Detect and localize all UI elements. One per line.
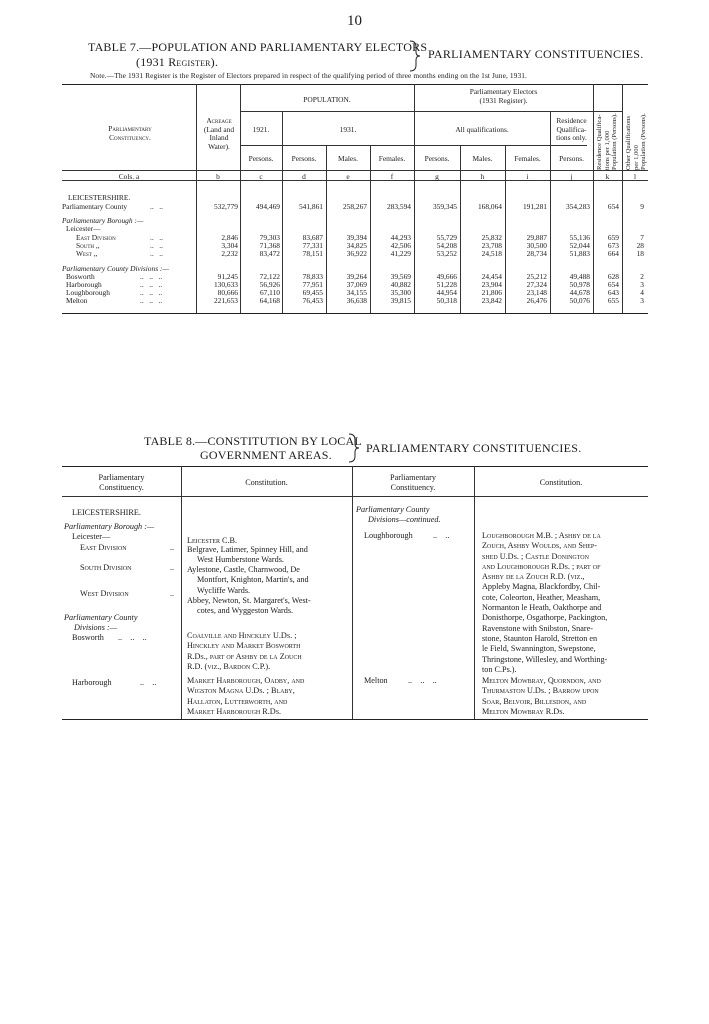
constitution-line: Donisthorpe, Osgathorpe, Packington, [482, 613, 608, 623]
table7-vline-6 [414, 84, 415, 313]
table7-cell: 77,331 [302, 241, 323, 250]
table7-cell: 191,281 [522, 202, 547, 211]
t8-c-bosworth [187, 631, 349, 672]
constitution-line: ton C.Ps.). [482, 664, 517, 674]
table7-cell: 64,168 [259, 296, 280, 305]
t8-c-west-l1: Abbey, Newton, St. Margaret's, West- [187, 596, 311, 605]
constitution-line: Melton Mowbray, Quorndon, and [482, 676, 601, 685]
table7-cell: 21,806 [481, 288, 502, 297]
leader-dots: .. .. .. [140, 272, 163, 281]
table7-cell: 67,110 [259, 288, 280, 297]
table7-col-letter: g [435, 172, 439, 181]
table7-cell: 7 [640, 233, 644, 242]
table7-cell: 130,633 [213, 280, 238, 289]
table7-cell: 50,978 [569, 280, 590, 289]
t7-h-res-l3: tions only. [556, 133, 587, 142]
table7-cell: 24,518 [481, 249, 502, 258]
table7-cell: 52,044 [569, 241, 590, 250]
table8-title-right: PARLIAMENTARY CONSTITUENCIES. [366, 441, 582, 455]
table7-title [88, 40, 427, 70]
table8-top-rule [62, 466, 648, 467]
table7-cell: 643 [607, 288, 619, 297]
t8-cdh-l1: Parliamentary County [64, 613, 138, 622]
table7-cell: 78,151 [302, 249, 323, 258]
t8-h-cr-l2: Constituency. [390, 483, 436, 493]
table7-cell: 80,666 [217, 288, 238, 297]
t7-borough-row-label: East Division [76, 233, 116, 242]
t7-h-females-f: Females. [378, 154, 406, 163]
t7-h-acreage-l1: Acreage [206, 116, 232, 125]
table7-col-letter: h [480, 172, 485, 181]
t7-h-acreage-l2: (Land and [203, 124, 235, 134]
t8-south-dots: .. [170, 563, 175, 572]
table7-cell: 83,472 [259, 249, 280, 258]
t8-c-har-l3: Hallaton, Lutterworth, and [187, 696, 288, 706]
table7-cell: 34,155 [346, 288, 367, 297]
t7-h-electors-l1: Parliamentary Electors [469, 87, 538, 96]
constitution-line: Thurmaston U.Ds. ; Barrow upon [482, 686, 599, 696]
table7-vline-7 [460, 145, 461, 313]
table8-brace-icon [347, 433, 361, 463]
table7-cell: 3 [640, 296, 644, 305]
table7-vline-11 [622, 84, 623, 313]
table7-cell: 39,815 [390, 296, 411, 305]
table7-cell: 50,076 [569, 296, 590, 305]
table7-cell: 541,861 [298, 202, 323, 211]
t8-c-east-l2: West Humberstone Wards. [197, 555, 284, 565]
table7-cell: 654 [607, 202, 619, 211]
table7-vline-1 [196, 84, 197, 313]
t8-h-constitution-right: Constitution. [539, 478, 583, 487]
table7-cell: 91,245 [217, 272, 238, 281]
table7-cell: 51,228 [436, 280, 457, 289]
t7-borough-row-label: South ,, [76, 241, 100, 250]
table7-cell: 4 [640, 288, 644, 297]
table7-cell: 54,208 [436, 241, 457, 250]
t8-bosworth: Bosworth [72, 633, 104, 642]
table7-cell: 44,293 [390, 233, 411, 242]
table7-cell: 3,304 [221, 241, 238, 250]
t8-c-bos-l3: R.Ds., part of Ashby de la Zouch [187, 651, 302, 661]
table7-cell: 78,833 [302, 272, 323, 281]
table7-brace-icon [408, 40, 422, 72]
t7-h-acreage-l3: Inland [209, 133, 229, 142]
t7-county-div-heading: Parliamentary County Divisions :— [62, 264, 169, 273]
t8-east-dots: .. [170, 543, 175, 552]
t7-borough-row-label: West ,, [76, 249, 98, 258]
t8-c-west-l2: cotes, and Wyggeston Wards. [197, 606, 294, 616]
table7-cell: 44,678 [569, 288, 590, 297]
table7-col-letter: k [605, 172, 610, 181]
t7-h-res-l2: Qualifica- [556, 124, 587, 134]
table7-col-letter: j [570, 172, 573, 181]
t7-h-res-per-1000 [596, 84, 619, 170]
t8-c-east [187, 545, 349, 566]
t8-c-south-l3: Wycliffe Wards. [197, 585, 251, 595]
table7-cell: 36,638 [346, 296, 367, 305]
constitution-line: le Field, Swannington, Swepstone, [482, 644, 596, 654]
t7-h-males-h: Males. [472, 154, 493, 163]
table7-cell: 258,267 [342, 202, 367, 211]
t8-county-heading: LEICESTERSHIRE. [72, 508, 141, 517]
table7-cell: 51,883 [569, 249, 590, 258]
t7-h-op-l3: Population (Persons). [640, 113, 647, 170]
table7-title-line2: (1931 Register). [136, 55, 219, 69]
table7-col-letter: Cols. a [118, 172, 140, 181]
table7-cell: 83,687 [302, 233, 323, 242]
t7-h-1921: 1921. [252, 125, 270, 134]
t8-borough-heading: Parliamentary Borough :— [64, 522, 155, 531]
table7-cell: 659 [607, 233, 619, 242]
t8-c-loughborough [482, 531, 646, 675]
t7-h-females-i: Females. [514, 154, 541, 163]
t7-h-persons-g: Persons. [424, 154, 450, 163]
t8-c-bos-l1: Coalville and Hinckley U.Ds. ; [187, 631, 297, 640]
t8-east: East Division [80, 543, 127, 552]
t7-h-all-qual: All qualifications. [455, 125, 509, 134]
t8-bosworth-dots: .. .. .. [118, 633, 147, 642]
constitution-line: shed U.Ds. ; Castle Donington [482, 551, 589, 561]
t7-county-div-row-label: Melton [66, 296, 88, 305]
table7-cell: 532,779 [213, 202, 238, 211]
table7-cell: 18 [636, 249, 644, 258]
table7-cell: 35,300 [390, 288, 411, 297]
table7-cell: 221,653 [213, 296, 238, 305]
table7-col-letter: e [346, 172, 350, 181]
t8-south: South Division [80, 563, 132, 572]
table7-col-letter: b [216, 172, 220, 181]
t7-h-acreage [198, 117, 240, 151]
table7-top-rule [62, 84, 648, 85]
t8-c-east-l1: Belgrave, Latimer, Spinney Hill, and [187, 545, 308, 554]
table7-cell: 55,136 [569, 233, 590, 242]
table7-cell: 69,455 [302, 288, 323, 297]
table7-col-letter: l [633, 172, 637, 181]
t7-h-population: POPULATION. [303, 95, 351, 104]
table8-title [144, 434, 362, 462]
table7-col-letter: i [526, 172, 529, 181]
t8-c-west [187, 596, 349, 617]
constitution-line: Melton Mowbray R.Ds. [482, 706, 565, 716]
t8-h-constituency-left [62, 473, 181, 494]
leader-dots: .. .. [150, 202, 163, 211]
t8-harborough-dots: .. .. [140, 678, 157, 687]
table7-bottom-rule [62, 313, 648, 314]
table7-cell: 359,345 [432, 202, 457, 211]
t8-harborough: Harborough [72, 678, 112, 687]
table7-cell: 39,569 [390, 272, 411, 281]
constitution-line: Ashby de la Zouch R.D. (viz., [482, 572, 585, 582]
t7-h-op-l1: Other Qualifications [625, 115, 632, 170]
constitution-line: Zouch, Ashby Woulds, and Shep- [482, 541, 597, 551]
table7-cell: 664 [607, 249, 619, 258]
t7-h-rp-l1: Residence Qualifica- [596, 114, 603, 170]
table8-bottom-rule [62, 719, 648, 720]
table7-cell: 354,283 [565, 202, 590, 211]
page-number: 10 [347, 13, 362, 29]
t7-h-other-per-1000 [625, 84, 648, 170]
t7-h-residence-only [550, 117, 593, 143]
table7-col-letter: c [259, 172, 263, 181]
t8-vline-3 [474, 466, 475, 719]
t7-h-acreage-l4: Water). [208, 141, 230, 151]
table8-title-line2: GOVERNMENT AREAS. [200, 448, 332, 462]
t8-h-constitution-left: Constitution. [245, 478, 288, 487]
constitution-line: Soar, Belvoir, Billesdon, and [482, 696, 587, 706]
table7-cell: 628 [607, 272, 619, 281]
t7-h-op-l2: per 1,000 [632, 145, 640, 170]
t8-c-leicester: Leicester C.B. [187, 536, 238, 545]
table7-cell: 283,594 [386, 202, 411, 211]
t7-h-res-l1: Residence [556, 116, 587, 125]
table7-cell: 3 [640, 280, 644, 289]
table7-cell: 168,064 [477, 202, 502, 211]
leader-dots: .. .. .. [140, 280, 163, 289]
table7-cell: 41,229 [390, 249, 411, 258]
t8-c-har-l4: Market Harborough R.Ds. [187, 706, 282, 716]
t7-county-label: Parliamentary County [62, 202, 128, 211]
t7-h-rp-l3: Population (Persons). [611, 113, 618, 170]
t8-loughborough: Loughborough [364, 531, 413, 540]
t8-vline-1 [181, 466, 182, 719]
table7-cell: 26,476 [526, 296, 547, 305]
t8-melton: Melton [364, 676, 388, 685]
constitution-line: Loughborough M.B. ; Ashby de la [482, 531, 601, 540]
table7-cell: 37,069 [346, 280, 367, 289]
t7-h-electors-l2: (1931 Register). [479, 95, 528, 105]
constitution-line: Normanton le Heath, Oakthorpe and [482, 603, 602, 613]
table7-cell: 76,453 [302, 296, 323, 305]
table7-vline-2 [240, 84, 241, 313]
constitution-line: Appleby Magna, Blackfordby, Chil- [482, 582, 601, 592]
table7-cell: 40,882 [390, 280, 411, 289]
t7-h-constituency-l1: Parliamentary [108, 124, 152, 133]
t7-county-heading: LEICESTERSHIRE. [68, 193, 131, 202]
table7-cell: 23,842 [481, 296, 502, 305]
table7-cell: 79,303 [259, 233, 280, 242]
table7-note: Note.—The 1931 Register is the Register of Electors prepared in respect of the qualifying period of three months ending on the 1st June, 1931. [90, 71, 528, 80]
constitution-line: stone, Staunton Harold, Stretton en [482, 633, 598, 643]
t8-loughborough-dots: .. .. [433, 531, 450, 540]
table8-title-line1: TABLE 8.—CONSTITUTION BY LOCAL [144, 434, 362, 448]
t8-vline-2 [352, 466, 353, 719]
table7-cell: 9 [640, 202, 644, 211]
table7-cell: 673 [607, 241, 619, 250]
table7-cell: 2,846 [221, 233, 238, 242]
t7-borough-heading: Parliamentary Borough :— [62, 216, 144, 225]
t8-c-harborough [187, 676, 349, 717]
table7-vline-8 [505, 145, 506, 313]
t8-rh-l1: Parliamentary County [356, 505, 430, 514]
t7-h-males-e: Males. [338, 154, 358, 163]
table7-cell: 39,394 [346, 233, 367, 242]
t7-h-persons-d: Persons. [291, 154, 317, 163]
constitution-line: and Loughborough R.Ds. ; part of [482, 561, 601, 571]
t8-c-har-l2: Wigston Magna U.Ds. ; Blaby, [187, 686, 295, 696]
t8-borough-sub: Leicester— [72, 532, 111, 541]
t8-c-melton [482, 676, 646, 717]
constitution-line: Thringstone, Willesley, and Worthing- [482, 654, 608, 664]
table7-cell: 29,887 [526, 233, 547, 242]
table7-title-line1: TABLE 7.—POPULATION AND PARLIAMENTARY ELECTORS [88, 40, 428, 54]
t7-h-persons-c: Persons. [248, 154, 274, 163]
t8-melton-dots: .. .. .. [408, 676, 437, 685]
table7-cell: 53,252 [436, 249, 457, 258]
table7-rule-hdr [62, 170, 648, 171]
t8-c-har-l1: Market Harborough, Oadby, and [187, 676, 305, 685]
leader-dots: .. .. [150, 233, 163, 242]
table7-cell: 25,212 [526, 272, 547, 281]
t8-rh-l2: Divisions—continued. [368, 515, 441, 525]
table7-title-right: PARLIAMENTARY CONSTITUENCIES. [428, 47, 644, 61]
table7-cell: 77,951 [302, 280, 323, 289]
t7-borough-sub: Leicester— [66, 224, 101, 233]
t8-west-dots: .. [170, 589, 175, 598]
table7-cell: 23,904 [481, 280, 502, 289]
t8-h-constituency-right [352, 473, 474, 494]
table7-cell: 49,488 [569, 272, 590, 281]
table7-cell: 23,708 [481, 241, 502, 250]
table7-cell: 654 [607, 280, 619, 289]
leader-dots: .. .. .. [140, 288, 163, 297]
table7-cell: 55,729 [436, 233, 457, 242]
table7-cell: 25,832 [481, 233, 502, 242]
table7-cell: 27,324 [526, 280, 547, 289]
table8-hdr-rule [62, 496, 648, 497]
t8-cdh-l2: Divisions :— [74, 623, 117, 633]
t7-h-constituency-l2: Constituency. [109, 133, 151, 142]
t8-c-south-l2: Montfort, Knighton, Martin's, and [197, 575, 309, 585]
table7-cell: 72,122 [259, 272, 280, 281]
t8-county-div-heading [64, 613, 137, 634]
table7-cell: 2 [640, 272, 644, 281]
table7-cell: 56,926 [259, 280, 280, 289]
leader-dots: .. .. [150, 241, 163, 250]
leader-dots: .. .. .. [140, 296, 163, 305]
table7-cell: 24,454 [481, 272, 502, 281]
t7-h-1931: 1931. [339, 125, 357, 134]
t7-county-div-row-label: Harborough [66, 280, 102, 289]
table7-cell: 42,506 [390, 241, 411, 250]
t8-c-bos-l2: Hinckley and Market Bosworth [187, 641, 301, 651]
t8-c-bos-l4: R.D. (viz., Bardon C.P.). [187, 661, 271, 671]
constitution-line: Ravenstone with Snibston, Snare- [482, 623, 593, 633]
table7-cell: 2,232 [221, 249, 238, 258]
table7-rule-pop [240, 111, 623, 112]
table7-cell: 655 [607, 296, 619, 305]
table7-cell: 34,825 [346, 241, 367, 250]
table7-cell: 28,734 [526, 249, 547, 258]
leader-dots: .. .. [150, 249, 163, 258]
table7-cell: 44,954 [436, 288, 457, 297]
table7-vline-10 [593, 84, 594, 313]
table7-cell: 494,469 [255, 202, 280, 211]
t8-h-cl-l1: Parliamentary [98, 473, 145, 482]
t8-h-cl-l2: Constituency. [99, 483, 144, 493]
table7-cell: 28 [636, 241, 644, 250]
t7-county-div-row-label: Loughborough [66, 288, 110, 297]
table7-vline-4 [326, 145, 327, 313]
t7-county-div-row-label: Bosworth [66, 272, 95, 281]
table7-cell: 30,500 [526, 241, 547, 250]
table7-col-letter: f [390, 172, 394, 181]
t8-c-south-l1: Aylestone, Castle, Charnwood, De [187, 565, 300, 574]
table7-vline-5 [370, 145, 371, 313]
t7-h-rp-l2: tions per 1,000 [603, 130, 611, 170]
constitution-line: cote, Coleorton, Heather, Measham, [482, 592, 601, 602]
t7-h-constituency [90, 124, 170, 142]
table7-cell: 36,922 [346, 249, 367, 258]
table7-cell: 50,318 [436, 296, 457, 305]
t7-h-persons-j: Persons. [559, 154, 584, 163]
t8-c-south [187, 565, 349, 596]
t8-right-heading [356, 505, 441, 526]
table7-cell: 71,368 [259, 241, 280, 250]
table7-cell: 49,666 [436, 272, 457, 281]
t8-h-cr-l1: Parliamentary [390, 473, 436, 482]
table7-cell: 39,264 [346, 272, 367, 281]
table7-vline-3 [282, 111, 283, 313]
t7-h-electors [414, 88, 593, 105]
table7-col-letter: d [302, 172, 306, 181]
t8-west: West Division [80, 589, 129, 598]
table7-cell: 23,148 [526, 288, 547, 297]
